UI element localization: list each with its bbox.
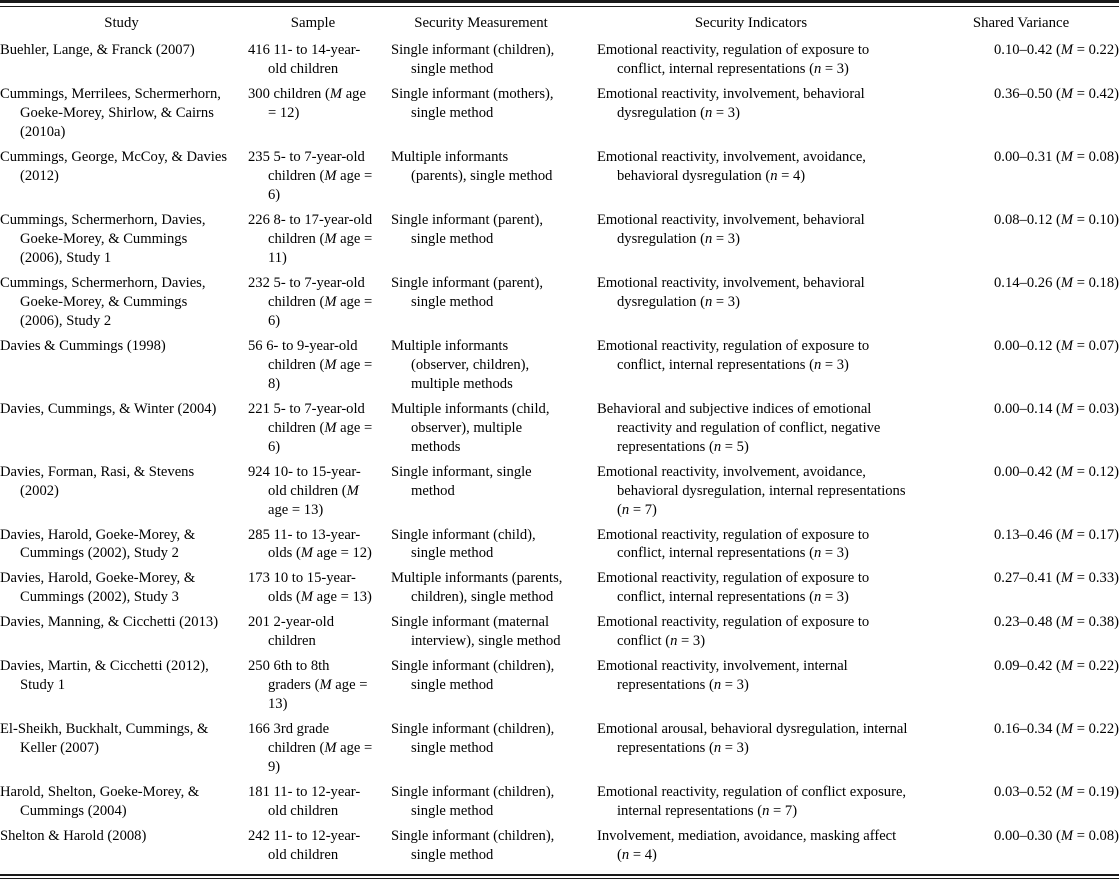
cell-shared-variance: 0.36–0.50 (M = 0.42) — [994, 86, 1119, 103]
cell-sample: 250 6th to 8th graders (M age = 13) — [248, 658, 368, 713]
cell-security-indicators: Emotional reactivity, involvement, behavioral dysregulation (n = 3) — [597, 211, 865, 247]
cell-shared-variance: 0.13–0.46 (M = 0.17) — [994, 526, 1119, 543]
cell-sample: 226 8- to 17-year-old children (M age = 11) — [248, 211, 373, 266]
cell-security-indicators: Emotional reactivity, involvement, internal representations (n = 3) — [597, 658, 848, 694]
column-header-study: Study — [104, 15, 139, 31]
cell-security-measurement: Multiple informants (child, observer), multiple methods — [391, 400, 550, 455]
column-header-shared-variance: Shared Variance — [972, 15, 1070, 31]
cell-shared-variance: 0.00–0.30 (M = 0.08) — [994, 828, 1119, 845]
cell-sample: 221 5- to 7-year-old children (M age = 6) — [248, 400, 373, 455]
cell-shared-variance: 0.23–0.48 (M = 0.38) — [994, 614, 1119, 631]
cell-shared-variance: 0.14–0.26 (M = 0.18) — [994, 274, 1119, 291]
cell-security-indicators: Emotional reactivity, involvement, behavioral dysregulation (n = 3) — [597, 86, 865, 122]
cell-security-measurement: Single informant (mothers), single method — [391, 86, 554, 122]
cell-study: Buehler, Lange, & Franck (2007) — [0, 42, 195, 59]
table-bottom-rule — [0, 874, 1119, 879]
cell-security-measurement: Single informant, single method — [391, 463, 532, 499]
table-row — [0, 211, 1119, 274]
cell-shared-variance: 0.00–0.42 (M = 0.12) — [994, 463, 1119, 480]
cell-security-measurement: Single informant (children), single method — [391, 784, 555, 820]
cell-sample: 181 11- to 12-year-old children — [248, 784, 361, 820]
table-row — [0, 85, 1119, 148]
cell-sample: 173 10 to 15-year-olds (M age = 13) — [248, 570, 372, 606]
cell-shared-variance: 0.00–0.14 (M = 0.03) — [994, 400, 1119, 417]
cell-security-indicators: Behavioral and subjective indices of emotional reactivity and regulation of conflict, negative representations (n = 5) — [597, 400, 881, 455]
table-row — [0, 400, 1119, 463]
cell-study: Davies, Martin, & Cicchetti (2012), Study 1 — [0, 658, 209, 694]
table-row — [0, 657, 1119, 720]
table-header — [0, 7, 1119, 41]
table-top-rule — [0, 0, 1119, 7]
cell-sample: 242 11- to 12-year-old children — [248, 828, 361, 864]
cell-security-indicators: Emotional reactivity, regulation of exposure to conflict, internal representations (n = 3) — [597, 570, 870, 606]
cell-study: Davies, Harold, Goeke-Morey, & Cummings (2002), Study 2 — [0, 526, 196, 562]
cell-study: Davies, Cummings, & Winter (2004) — [0, 400, 217, 417]
cell-sample: 300 children (M age = 12) — [248, 86, 366, 122]
cell-sample: 166 3rd grade children (M age = 9) — [248, 721, 373, 776]
cell-study: Davies & Cummings (1998) — [0, 337, 166, 354]
column-header-security-measurement: Security Measurement — [414, 15, 548, 31]
cell-study: Davies, Forman, Rasi, & Stevens (2002) — [0, 463, 195, 499]
cell-shared-variance: 0.09–0.42 (M = 0.22) — [994, 658, 1119, 675]
cell-security-indicators: Involvement, mediation, avoidance, masking affect (n = 4) — [597, 828, 897, 864]
cell-sample: 232 5- to 7-year-old children (M age = 6) — [248, 274, 373, 329]
cell-study: Cummings, Schermerhorn, Davies, Goeke-Morey, & Cummings (2006), Study 1 — [0, 211, 206, 266]
cell-shared-variance: 0.00–0.31 (M = 0.08) — [994, 149, 1119, 166]
cell-security-measurement: Single informant (children), single method — [391, 42, 555, 78]
table-row — [0, 41, 1119, 85]
cell-security-measurement: Single informant (children), single method — [391, 721, 555, 757]
cell-shared-variance: 0.16–0.34 (M = 0.22) — [994, 721, 1119, 738]
cell-shared-variance: 0.10–0.42 (M = 0.22) — [994, 42, 1119, 59]
cell-sample: 201 2-year-old children — [248, 614, 335, 650]
cell-security-indicators: Emotional reactivity, regulation of exposure to conflict, internal representations (n = 3) — [597, 526, 870, 562]
cell-security-indicators: Emotional reactivity, regulation of exposure to conflict, internal representations (n = 3) — [597, 337, 870, 373]
table-body — [0, 41, 1119, 871]
cell-study: Cummings, Schermerhorn, Davies, Goeke-Morey, & Cummings (2006), Study 2 — [0, 274, 206, 329]
cell-security-measurement: Single informant (maternal interview), single method — [391, 614, 561, 650]
cell-security-indicators: Emotional reactivity, involvement, avoidance, behavioral dysregulation, internal representations (n = 7) — [597, 463, 906, 518]
cell-security-measurement: Single informant (parent), single method — [391, 274, 543, 310]
table-row — [0, 463, 1119, 526]
cell-security-indicators: Emotional arousal, behavioral dysregulation, internal representations (n = 3) — [597, 721, 908, 757]
table-row — [0, 274, 1119, 337]
cell-security-measurement: Single informant (children), single method — [391, 658, 555, 694]
cell-study: Davies, Manning, & Cicchetti (2013) — [0, 614, 219, 631]
cell-sample: 285 11- to 13-year-olds (M age = 12) — [248, 526, 372, 562]
table-row — [0, 337, 1119, 400]
cell-security-measurement: Single informant (child), single method — [391, 526, 536, 562]
table-row — [0, 783, 1119, 827]
cell-study: Cummings, Merrilees, Schermerhorn, Goeke-Morey, Shirlow, & Cairns (2010a) — [0, 86, 221, 141]
header-row — [0, 7, 1119, 41]
cell-sample: 416 11- to 14-year-old children — [248, 42, 361, 78]
cell-security-measurement: Single informant (children), single method — [391, 828, 555, 864]
cell-security-indicators: Emotional reactivity, regulation of conflict exposure, internal representations (n = 7) — [597, 784, 907, 820]
cell-security-measurement: Multiple informants (observer, children), multiple methods — [391, 337, 530, 392]
cell-security-indicators: Emotional reactivity, involvement, behavioral dysregulation (n = 3) — [597, 274, 865, 310]
cell-sample: 56 6- to 9-year-old children (M age = 8) — [248, 337, 373, 392]
cell-security-indicators: Emotional reactivity, involvement, avoidance, behavioral dysregulation (n = 4) — [597, 149, 866, 185]
security-studies-table — [0, 7, 1119, 871]
cell-study: Harold, Shelton, Goeke-Morey, & Cummings (2004) — [0, 784, 200, 820]
cell-shared-variance: 0.00–0.12 (M = 0.07) — [994, 337, 1119, 354]
cell-security-indicators: Emotional reactivity, regulation of exposure to conflict (n = 3) — [597, 614, 870, 650]
cell-study: Shelton & Harold (2008) — [0, 828, 147, 845]
cell-sample: 235 5- to 7-year-old children (M age = 6) — [248, 149, 373, 204]
column-header-sample: Sample — [290, 15, 336, 31]
table-row — [0, 720, 1119, 783]
cell-security-measurement: Single informant (parent), single method — [391, 211, 543, 247]
cell-security-measurement: Multiple informants (parents, children), single method — [391, 570, 563, 606]
cell-shared-variance: 0.03–0.52 (M = 0.19) — [994, 784, 1119, 801]
table-row — [0, 526, 1119, 570]
table-row — [0, 148, 1119, 211]
cell-security-indicators: Emotional reactivity, regulation of exposure to conflict, internal representations (n = 3) — [597, 42, 870, 78]
cell-security-measurement: Multiple informants (parents), single method — [391, 149, 553, 185]
cell-sample: 924 10- to 15-year-old children (M age = 13) — [248, 463, 361, 518]
cell-study: El-Sheikh, Buckhalt, Cummings, & Keller (2007) — [0, 721, 209, 757]
column-header-security-indicators: Security Indicators — [694, 15, 808, 31]
cell-study: Davies, Harold, Goeke-Morey, & Cummings (2002), Study 3 — [0, 570, 196, 606]
table-row — [0, 613, 1119, 657]
table-row — [0, 569, 1119, 613]
table-row — [0, 827, 1119, 871]
cell-shared-variance: 0.08–0.12 (M = 0.10) — [994, 211, 1119, 228]
cell-shared-variance: 0.27–0.41 (M = 0.33) — [994, 570, 1119, 587]
cell-study: Cummings, George, McCoy, & Davies (2012) — [0, 149, 227, 185]
